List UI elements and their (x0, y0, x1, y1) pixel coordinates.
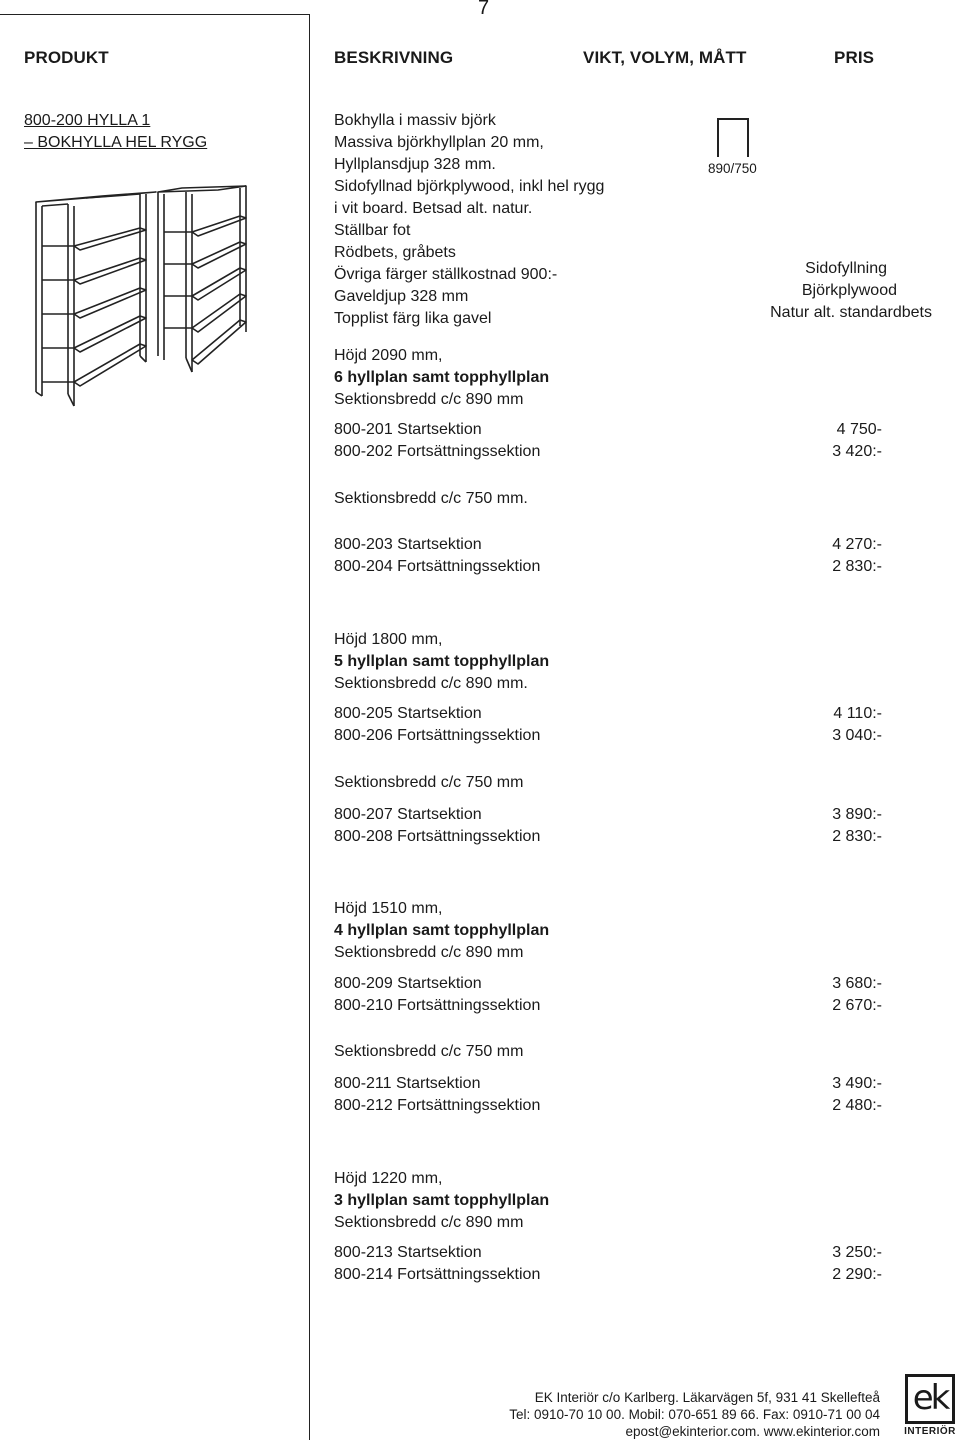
product-row-name: 800-208 Fortsättningssektion (334, 828, 541, 845)
product-row-name: 800-210 Fortsättningssektion (334, 997, 541, 1014)
footer-phone: Tel: 0910-70 10 00. Mobil: 070-651 89 66. Fax: 0910-71 00 04 (509, 1407, 880, 1422)
section-height: Höjd 2090 mm, (334, 347, 443, 364)
section-height: Höjd 1510 mm, (334, 900, 443, 917)
section-width: Sektionsbredd c/c 890 mm. (334, 675, 528, 692)
description-line: Topplist färg lika gavel (334, 310, 492, 327)
section-width: Sektionsbredd c/c 750 mm (334, 1043, 524, 1060)
side-info-line: Sidofyllning (805, 260, 887, 277)
page-number: 7 (478, 0, 490, 19)
section-width: Sektionsbredd c/c 750 mm (334, 774, 524, 791)
product-code: 800-200 HYLLA 1 (24, 112, 151, 129)
product-row-price: 3 250:- (832, 1244, 882, 1261)
product-row-name: 800-204 Fortsättningssektion (334, 558, 541, 575)
product-row-price: 3 420:- (832, 443, 882, 460)
product-row-price: 4 270:- (832, 536, 882, 553)
bookshelf-illustration (30, 176, 270, 416)
dimension-label: 890/750 (708, 161, 757, 176)
side-info-line: Natur alt. standardbets (770, 304, 932, 321)
product-row-price: 4 110:- (833, 705, 882, 722)
description-line: Sidofyllnad björkplywood, inkl hel rygg (334, 178, 605, 195)
product-description (334, 110, 604, 330)
product-name: – BOKHYLLA HEL RYGG (24, 134, 208, 151)
product-row-name: 800-209 Startsektion (334, 975, 482, 992)
section-shelves: 4 hyllplan samt topphyllplan (334, 922, 550, 939)
header-description: BESKRIVNING (334, 48, 454, 67)
description-line: Hyllplansdjup 328 mm. (334, 156, 496, 173)
product-row-price: 2 830:- (832, 558, 882, 575)
header-weight-volume-size: VIKT, VOLYM, MÅTT (583, 48, 747, 67)
description-line: Rödbets, gråbets (334, 244, 456, 261)
product-row-price: 3 680:- (832, 975, 882, 992)
section-1510-heading (334, 898, 549, 964)
footer-email-web[interactable]: epost@ekinterior.com. www.ekinterior.com (625, 1424, 880, 1439)
shelf-section-icon (716, 117, 750, 157)
product-row-name: 800-206 Fortsättningssektion (334, 727, 541, 744)
ek-interior-logo (903, 1374, 957, 1438)
side-info-line: Björkplywood (801, 282, 897, 299)
section-width: Sektionsbredd c/c 890 mm (334, 391, 524, 408)
description-line: Massiva björkhyllplan 20 mm, (334, 134, 544, 151)
description-line: Övriga färger ställkostnad 900:- (334, 266, 558, 283)
section-1800-heading (334, 629, 549, 695)
product-row-name: 800-205 Startsektion (334, 705, 482, 722)
product-row-price: 2 480:- (832, 1097, 882, 1114)
product-row-name: 800-202 Fortsättningssektion (334, 443, 541, 460)
description-line: Bokhylla i massiv björk (334, 112, 496, 129)
product-row-name: 800-211 Startsektion (334, 1075, 481, 1092)
product-row-price: 2 670:- (832, 997, 882, 1014)
header-product: PRODUKT (24, 48, 109, 67)
section-shelves: 6 hyllplan samt topphyllplan (334, 369, 550, 386)
section-2090-heading (334, 345, 549, 411)
product-row-name: 800-212 Fortsättningssektion (334, 1097, 541, 1114)
product-row-price: 3 040:- (832, 727, 882, 744)
product-row-price: 3 890:- (832, 806, 882, 823)
header-price: PRIS (834, 48, 875, 67)
section-shelves: 5 hyllplan samt topphyllplan (334, 653, 550, 670)
logo-label: INTERIÖR (904, 1426, 956, 1437)
footer-address: EK Interiör c/o Karlberg. Läkarvägen 5f, 931 41 Skellefteå (534, 1390, 880, 1405)
section-height: Höjd 1800 mm, (334, 631, 443, 648)
section-height: Höjd 1220 mm, (334, 1170, 443, 1187)
section-width: Sektionsbredd c/c 750 mm. (334, 490, 528, 507)
description-line: Ställbar fot (334, 222, 411, 239)
product-row-name: 800-201 Startsektion (334, 421, 482, 438)
section-shelves: 3 hyllplan samt topphyllplan (334, 1192, 550, 1209)
product-row-price: 4 750- (836, 421, 882, 438)
description-line: i vit board. Betsad alt. natur. (334, 200, 533, 217)
product-row-price: 2 290:- (832, 1266, 882, 1283)
product-row-name: 800-214 Fortsättningssektion (334, 1266, 541, 1283)
description-line: Gaveldjup 328 mm (334, 288, 469, 305)
product-row-price: 3 490:- (832, 1075, 882, 1092)
product-row-name: 800-203 Startsektion (334, 536, 482, 553)
product-row-price: 2 830:- (832, 828, 882, 845)
logo-mark: ek (905, 1374, 955, 1424)
section-1220-heading (334, 1168, 549, 1234)
section-width: Sektionsbredd c/c 890 mm (334, 1214, 524, 1231)
product-row-name: 800-213 Startsektion (334, 1244, 482, 1261)
product-row-name: 800-207 Startsektion (334, 806, 482, 823)
section-width: Sektionsbredd c/c 890 mm (334, 944, 524, 961)
